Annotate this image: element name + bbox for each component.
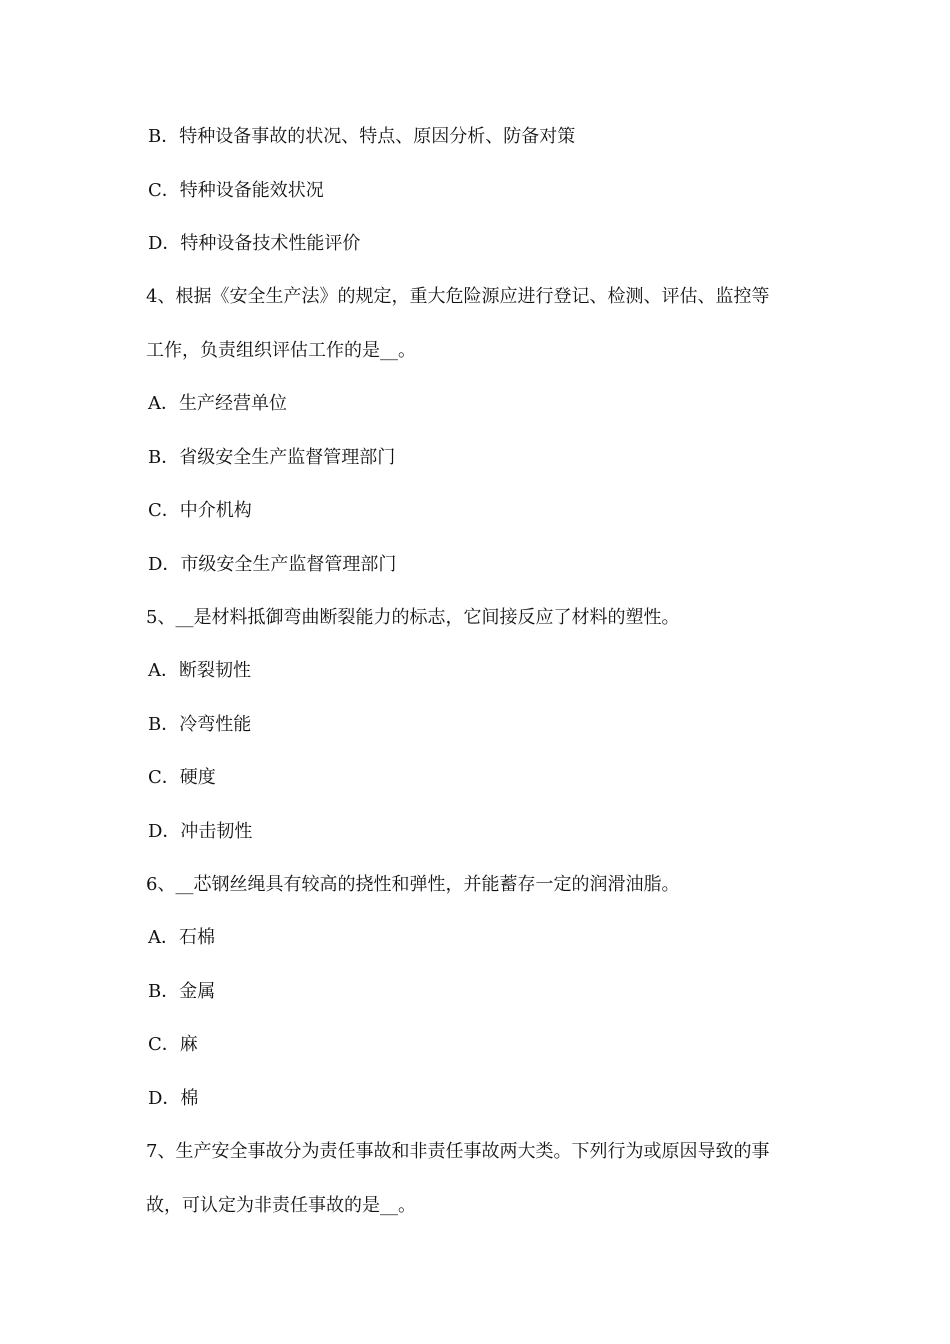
- question-line: 5、__是材料抵御弯曲断裂能力的标志，它间接反应了材料的塑性。: [146, 607, 680, 628]
- option-line: A．石棉: [148, 927, 215, 948]
- question-line: 工作，负责组织评估工作的是__。: [146, 340, 416, 361]
- option-line: D．特种设备技术性能评价: [148, 233, 361, 254]
- option-line: D．市级安全生产监督管理部门: [148, 554, 397, 575]
- option-line: B．特种设备事故的状况、特点、原因分析、防备对策: [148, 126, 576, 147]
- option-line: B．省级安全生产监督管理部门: [148, 447, 396, 468]
- question-line: 7、生产安全事故分为责任事故和非责任事故两大类。下列行为或原因导致的事: [146, 1141, 770, 1162]
- question-line: 6、__芯钢丝绳具有较高的挠性和弹性，并能蓄存一定的润滑油脂。: [146, 874, 680, 895]
- option-line: D．冲击韧性: [148, 821, 253, 842]
- option-line: C．麻: [148, 1034, 198, 1055]
- option-line: C．中介机构: [148, 500, 252, 521]
- option-line: B．金属: [148, 981, 216, 1002]
- option-line: A．生产经营单位: [148, 393, 287, 414]
- option-line: B．冷弯性能: [148, 714, 252, 735]
- option-line: D．棉: [148, 1088, 199, 1109]
- option-line: C．特种设备能效状况: [148, 180, 324, 201]
- question-line: 4、根据《安全生产法》的规定，重大危险源应进行登记、检测、评估、监控等: [146, 286, 770, 307]
- option-line: C．硬度: [148, 767, 216, 788]
- option-line: A．断裂韧性: [148, 660, 251, 681]
- question-line: 故，可认定为非责任事故的是__。: [146, 1195, 416, 1216]
